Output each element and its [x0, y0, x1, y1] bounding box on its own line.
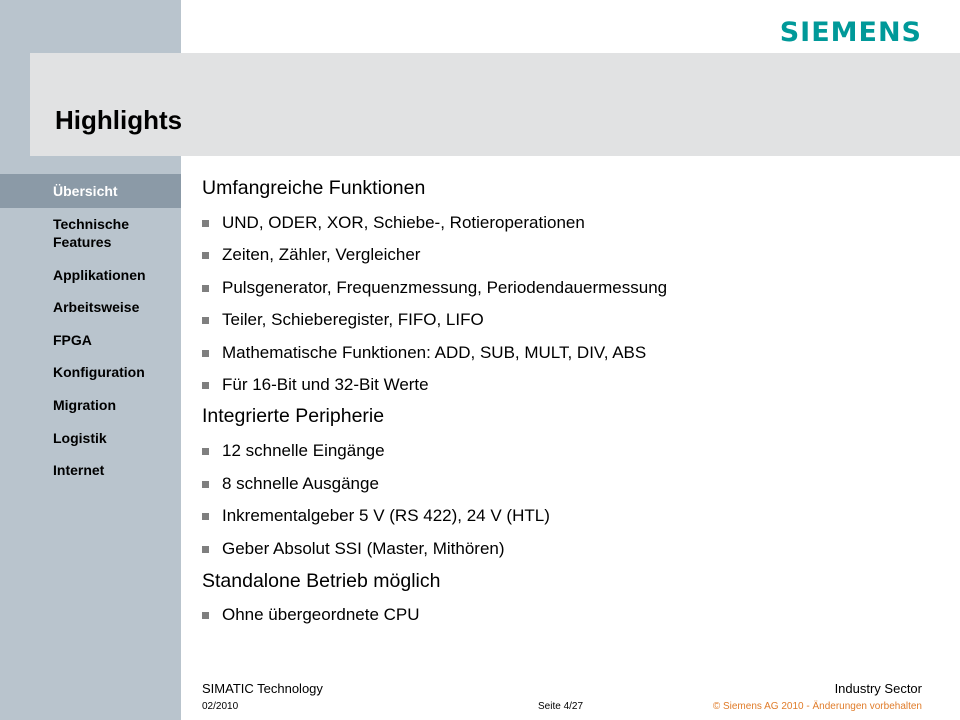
bullet-item: Mathematische Funktionen: ADD, SUB, MULT, DIV, ABS — [202, 343, 646, 363]
footer-sector: Industry Sector — [834, 681, 922, 696]
sidebar-item-arbeitsweise[interactable]: Arbeitsweise — [53, 299, 140, 315]
sidebar-item-internet[interactable]: Internet — [53, 462, 105, 478]
section-heading: Integrierte Peripherie — [202, 405, 385, 427]
sidebar-item-applikationen[interactable]: Applikationen — [53, 267, 146, 283]
footer-page-number: Seite 4/27 — [538, 701, 584, 712]
bullet-item: Für 16-Bit und 32-Bit Werte — [202, 375, 429, 395]
bullet-item: UND, ODER, XOR, Schiebe-, Rotieroperationen — [202, 213, 585, 233]
footer-date: 02/2010 — [202, 701, 239, 712]
footer-product: SIMATIC Technology — [202, 681, 323, 696]
sidebar-item-migration[interactable]: Migration — [53, 397, 116, 413]
sidebar-item-konfiguration[interactable]: Konfiguration — [53, 364, 145, 380]
section-heading: Umfangreiche Funktionen — [202, 177, 426, 199]
bullet-item: Zeiten, Zähler, Vergleicher — [202, 245, 420, 265]
sidebar-item-technische-features[interactable]: Technische Features — [53, 216, 129, 250]
bullet-item: Ohne übergeordnete CPU — [202, 605, 420, 625]
section-heading: Standalone Betrieb möglich — [202, 570, 441, 592]
sidebar-item-logistik[interactable]: Logistik — [53, 430, 107, 446]
bullet-item: Pulsgenerator, Frequenzmessung, Periodendauermessung — [202, 278, 667, 298]
bullet-item: 8 schnelle Ausgänge — [202, 474, 379, 494]
bullet-item: 12 schnelle Eingänge — [202, 441, 385, 461]
siemens-logo: SIEMENS — [779, 17, 922, 48]
footer-copyright: © Siemens AG 2010 - Änderungen vorbehalten — [712, 701, 922, 712]
bullet-item: Geber Absolut SSI (Master, Mithören) — [202, 539, 505, 559]
page-title: Highlights — [55, 105, 183, 135]
sidebar-item-uebersicht[interactable]: Übersicht — [0, 174, 181, 208]
bullet-item: Inkrementalgeber 5 V (RS 422), 24 V (HTL) — [202, 506, 550, 526]
sidebar-item-fpga[interactable]: FPGA — [53, 332, 92, 348]
bullet-item: Teiler, Schieberegister, FIFO, LIFO — [202, 310, 484, 330]
